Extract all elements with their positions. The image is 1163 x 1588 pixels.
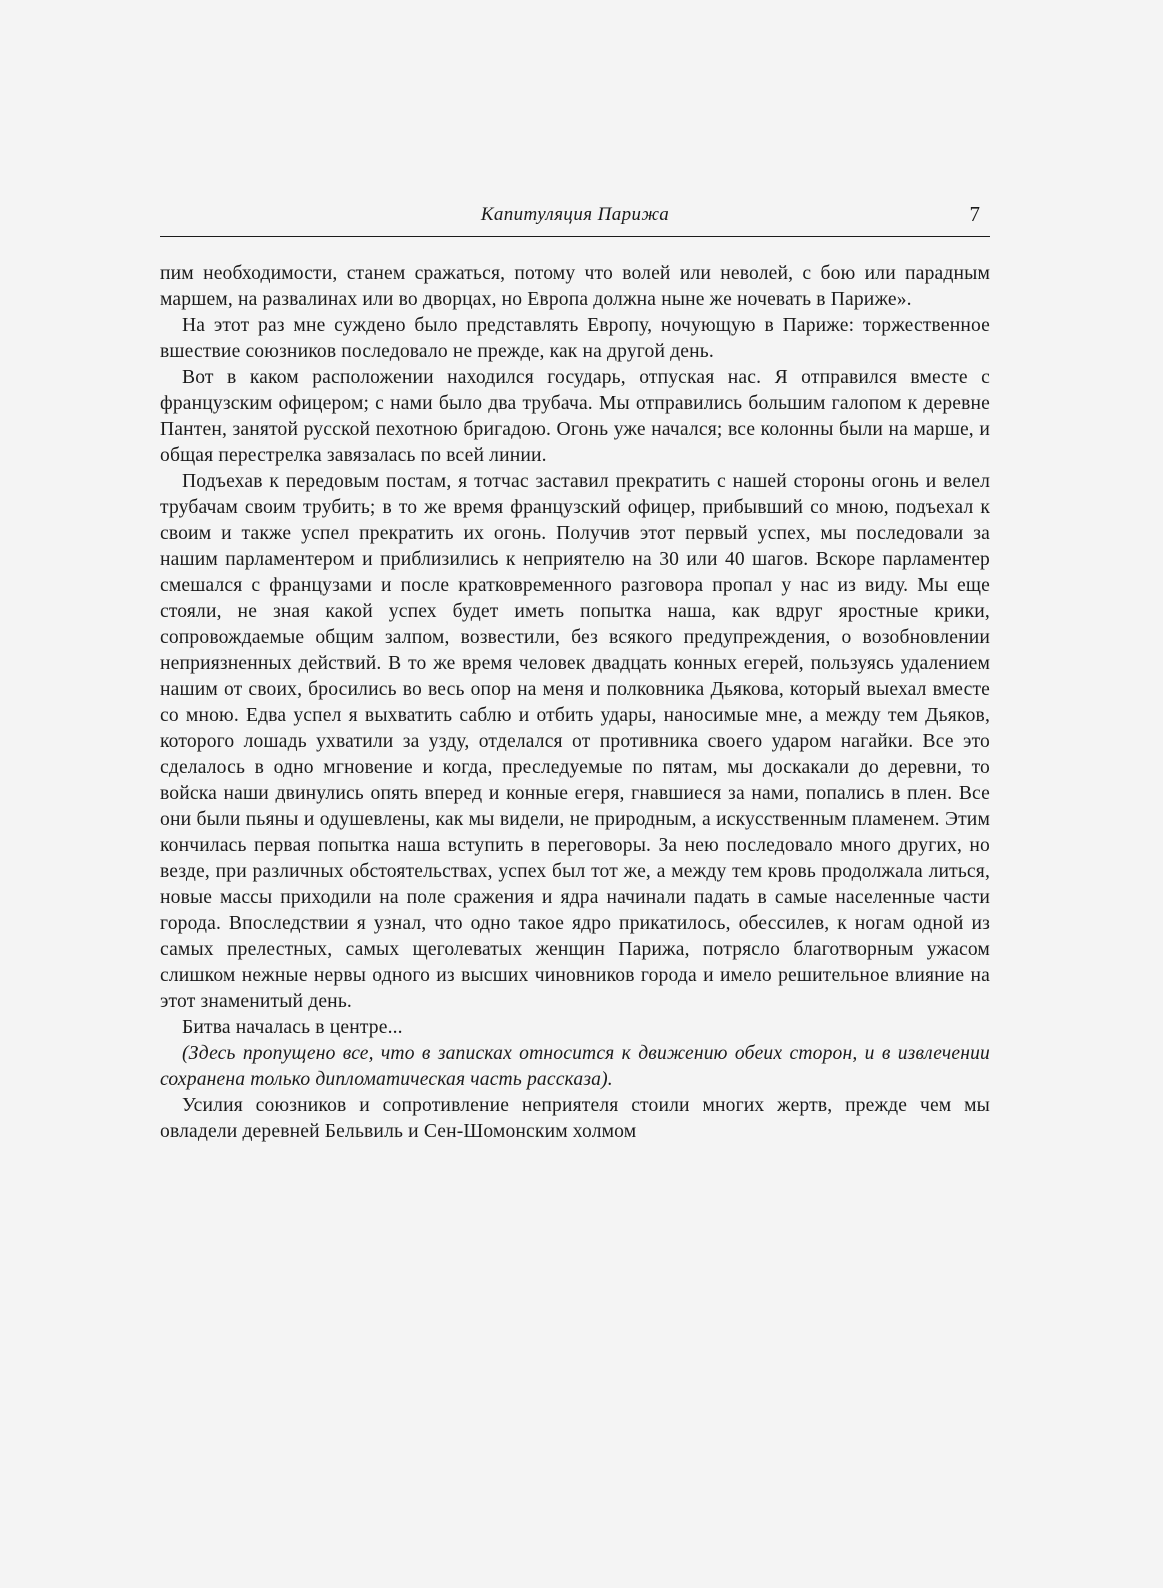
paragraph: Битва началась в центре...	[182, 1017, 403, 1038]
body-text	[160, 261, 990, 1145]
paragraph: Усилия союзников и сопротивление неприятеля стоили многих жертв, прежде чем мы овладели деревней Бельвиль и Сен-Шомонским холмом	[160, 1095, 990, 1142]
paragraph: Подъехав к передовым постам, я тотчас заставил прекратить с нашей стороны огонь и велел трубачам своим трубить; в то же время французский офицер, прибывший со мною, подъехал к своим и также успел прекратить их огонь. Получив этот первый успех, мы последовали за нашим парламентером и приблизились к неприятелю на 30 или 40 шагов. Вскоре парламентер смешался с французами и после кратковременного разговора пропал у нас из виду. Мы еще стояли, не зная какой успех будет иметь попытка наша, как вдруг яростные крики, сопровождаемые общим залпом, возвестили, без всякого предупреждения, о возобновлении неприязненных действий. В то же время человек двадцать конных егерей, пользуясь удалением нашим от своих, бросились во весь опор на меня и полковника Дьякова, который выехал вместе со мною. Едва успел я выхватить саблю и отбить удары, наносимые мне, а между тем Дьяков, которого лошадь ухватили за узду, отделался от противника своего ударом нагайки. Все это сделалось в одно мгновение и когда, преследуемые по пятам, мы доскакали до деревни, то войска наши двинулись опять вперед и конные егеря, гнавшиеся за нами, попались в плен. Все они были пьяны и одушевлены, как мы видели, не природным, а искусственным пламенем. Этим кончилась первая попытка наша вступить в переговоры. За нею последовало много других, но везде, при различных обстоятельствах, успех был тот же, а между тем кровь продолжала литься, новые массы приходили на поле сражения и ядра начинали падать в самые населенные части города. Впоследствии я узнал, что одно такое ядро прикатилось, обессилев, к ногам одной из самых прелестных, самых щеголеватых женщин Парижа, потрясло благотворным ужасом слишком нежные нервы одного из высших чиновников города и имело решительное влияние на этот знаменитый день.	[160, 471, 990, 1012]
paragraph: Вот в каком расположении находился государь, отпуская нас. Я отправился вместе с французским офицером; с нами было два трубача. Мы отправились большим галопом к деревне Пантен, занятой русской пехотною бригадою. Огонь уже начался; все колонны были на марше, и общая перестрелка завязалась по всей линии.	[160, 367, 990, 466]
paragraph-continuation: пим необходимости, станем сражаться, потому что волей или неволей, с бою или парадным маршем, на развалинах или во дворцах, но Европа должна ныне же ночевать в Париже».	[160, 263, 990, 310]
running-title: Капитуляция Парижа	[480, 204, 670, 225]
page-number: 7	[969, 202, 980, 226]
book-page	[160, 200, 990, 1145]
running-head	[160, 200, 990, 237]
paragraph: На этот раз мне суждено было представлять Европу, ночующую в Париже: торжественное вшествие союзников последовало не прежде, как на другой день.	[160, 315, 990, 362]
editorial-note: (Здесь пропущено все, что в записках относится к движению обеих сторон, и в извлечении сохранена только дипломатическая часть рассказа).	[160, 1043, 990, 1090]
